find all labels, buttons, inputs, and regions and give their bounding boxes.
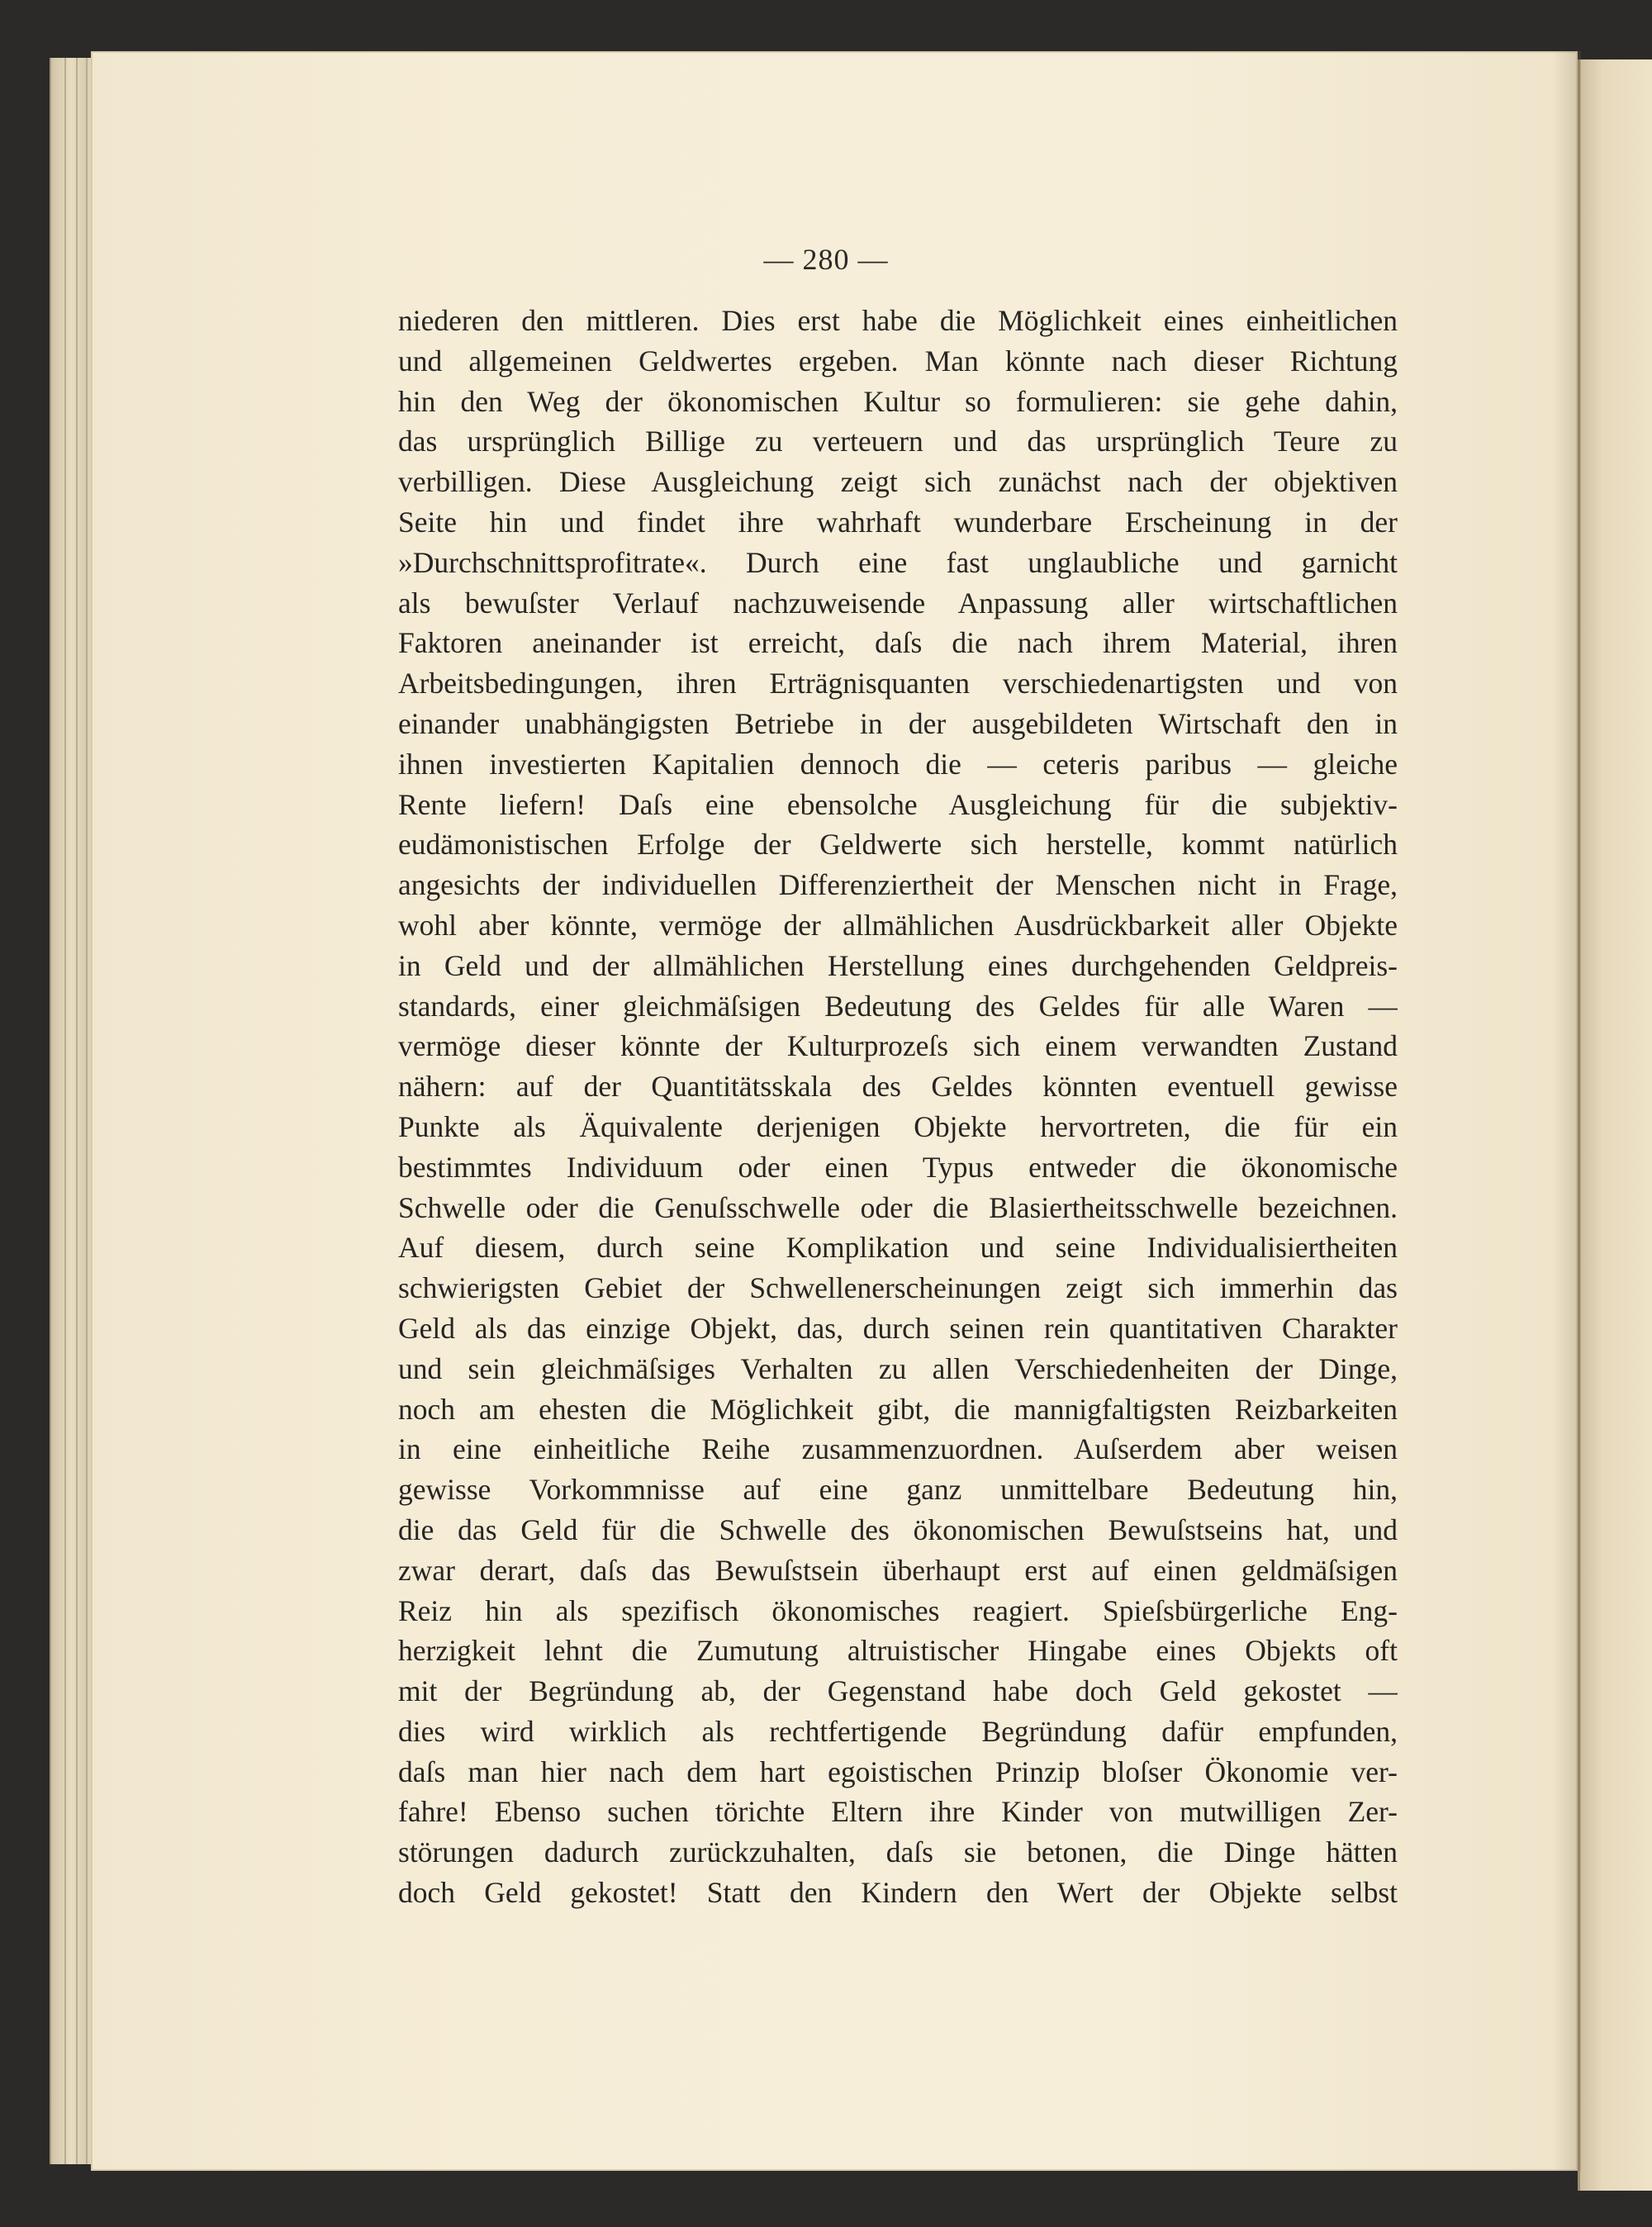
text-line: wohl aber könnte, vermöge der allmählichen Ausdrückbarkeit aller Objekte xyxy=(398,908,1398,942)
text-line: als bewuſster Verlauf nachzuweisende Anpassung aller wirtschaftlichen xyxy=(398,586,1398,620)
text-line: und sein gleichmäſsiges Verhalten zu allen Verschiedenheiten der Dinge, xyxy=(398,1351,1398,1385)
text-line: Punkte als Äquivalente derjenigen Objekte hervortreten, die für ein xyxy=(398,1109,1398,1143)
text-line: Auf diesem, durch seine Komplikation und seine Individualisiertheiten xyxy=(398,1231,1398,1265)
text-line: einander unabhängigsten Betriebe in der ausgebildeten Wirtschaft den in xyxy=(398,706,1398,740)
text-line: Schwelle oder die Genuſsschwelle oder die Blasiertheitsschwelle bezeichnen. xyxy=(398,1190,1398,1224)
text-line: »Durchschnittsprofitrate«. Durch eine fast unglaubliche und garnicht xyxy=(398,545,1398,579)
text-line: niederen den mittleren. Dies erst habe die Möglichkeit eines einheitlichen xyxy=(398,304,1398,337)
text-line: gewisse Vorkommnisse auf eine ganz unmittelbare Bedeutung hin, xyxy=(398,1473,1398,1507)
text-line: noch am ehesten die Möglichkeit gibt, die mannigfaltigsten Reizbarkeiten xyxy=(398,1392,1398,1426)
text-line: in eine einheitliche Reihe zusammenzuordnen. Auſserdem aber weisen xyxy=(398,1432,1398,1466)
text-line: und allgemeinen Geldwertes ergeben. Man könnte nach dieser Richtung xyxy=(398,344,1398,377)
text-line: standards, einer gleichmäſsigen Bedeutung des Geldes für alle Waren — xyxy=(398,989,1398,1023)
text-line: die das Geld für die Schwelle des ökonomischen Bewuſstseins hat, und xyxy=(398,1512,1398,1546)
text-line: Reiz hin als spezifisch ökonomisches reagiert. Spieſsbürgerliche Eng- xyxy=(398,1593,1398,1627)
page-number: — 280 — xyxy=(763,243,889,276)
text-line: fahre! Ebenso suchen törichte Eltern ihre Kinder von mutwilligen Zer- xyxy=(398,1795,1398,1829)
text-line: herzigkeit lehnt die Zumutung altruistischer Hingabe eines Objekts oft xyxy=(398,1634,1398,1668)
text-line: daſs man hier nach dem hart egoistischen Prinzip bloſser Ökonomie ver- xyxy=(398,1755,1398,1788)
text-line: dies wird wirklich als rechtfertigende Begründung dafür empfunden, xyxy=(398,1714,1398,1748)
text-line: vermöge dieser könnte der Kulturprozeſs sich einem verwandten Zustand xyxy=(398,1029,1398,1063)
text-line: das ursprünglich Billige zu verteuern und das ursprünglich Teure zu xyxy=(398,425,1398,458)
text-line: hin den Weg der ökonomischen Kultur so formulieren: sie gehe dahin, xyxy=(398,384,1398,418)
text-line: angesichts der individuellen Differenziertheit der Menschen nicht in Frage, xyxy=(398,868,1398,902)
text-line: Arbeitsbedingungen, ihren Erträgnisquanten verschiedenartigsten und von xyxy=(398,667,1398,700)
text-line: eudämonistischen Erfolge der Geldwerte sich herstelle, kommt natürlich xyxy=(398,828,1398,862)
text-line: in Geld und der allmählichen Herstellung eines durchgehenden Geldpreis- xyxy=(398,948,1398,982)
body-text xyxy=(398,301,1398,1913)
text-line: ihnen investierten Kapitalien dennoch die — ceteris paribus — gleiche xyxy=(398,747,1398,781)
text-line: zwar derart, daſs das Bewuſstsein überhaupt erst auf einen geldmäſsigen xyxy=(398,1553,1398,1587)
page-stack-line xyxy=(76,58,78,2164)
text-line: Geld als das einzige Objekt, das, durch seinen rein quantitativen Charakter xyxy=(398,1311,1398,1345)
page-stack-line xyxy=(64,58,66,2164)
page-stack-line xyxy=(86,58,88,2164)
text-line: Seite hin und findet ihre wahrhaft wunderbare Erscheinung in der xyxy=(398,505,1398,539)
text-line: nähern: auf der Quantitätsskala des Geldes könnten eventuell gewisse xyxy=(398,1070,1398,1104)
facing-page-edge xyxy=(1578,59,1652,2191)
text-line: verbilligen. Diese Ausgleichung zeigt sich zunächst nach der objektiven xyxy=(398,465,1398,499)
text-line: Rente liefern! Daſs eine ebensolche Ausgleichung für die subjektiv- xyxy=(398,787,1398,821)
page-gutter-shadow xyxy=(1553,51,1581,2171)
text-line: schwierigsten Gebiet der Schwellenerscheinungen zeigt sich immerhin das xyxy=(398,1271,1398,1305)
text-line: bestimmtes Individuum oder einen Typus entweder die ökonomische xyxy=(398,1150,1398,1184)
text-line: störungen dadurch zurückzuhalten, daſs sie betonen, die Dinge hätten xyxy=(398,1835,1398,1869)
text-line: doch Geld gekostet! Statt den Kindern den Wert der Objekte selbst xyxy=(398,1876,1398,1910)
text-line: Faktoren aneinander ist erreicht, daſs die nach ihrem Material, ihren xyxy=(398,626,1398,660)
text-line: mit der Begründung ab, der Gegenstand habe doch Geld gekostet — xyxy=(398,1674,1398,1708)
